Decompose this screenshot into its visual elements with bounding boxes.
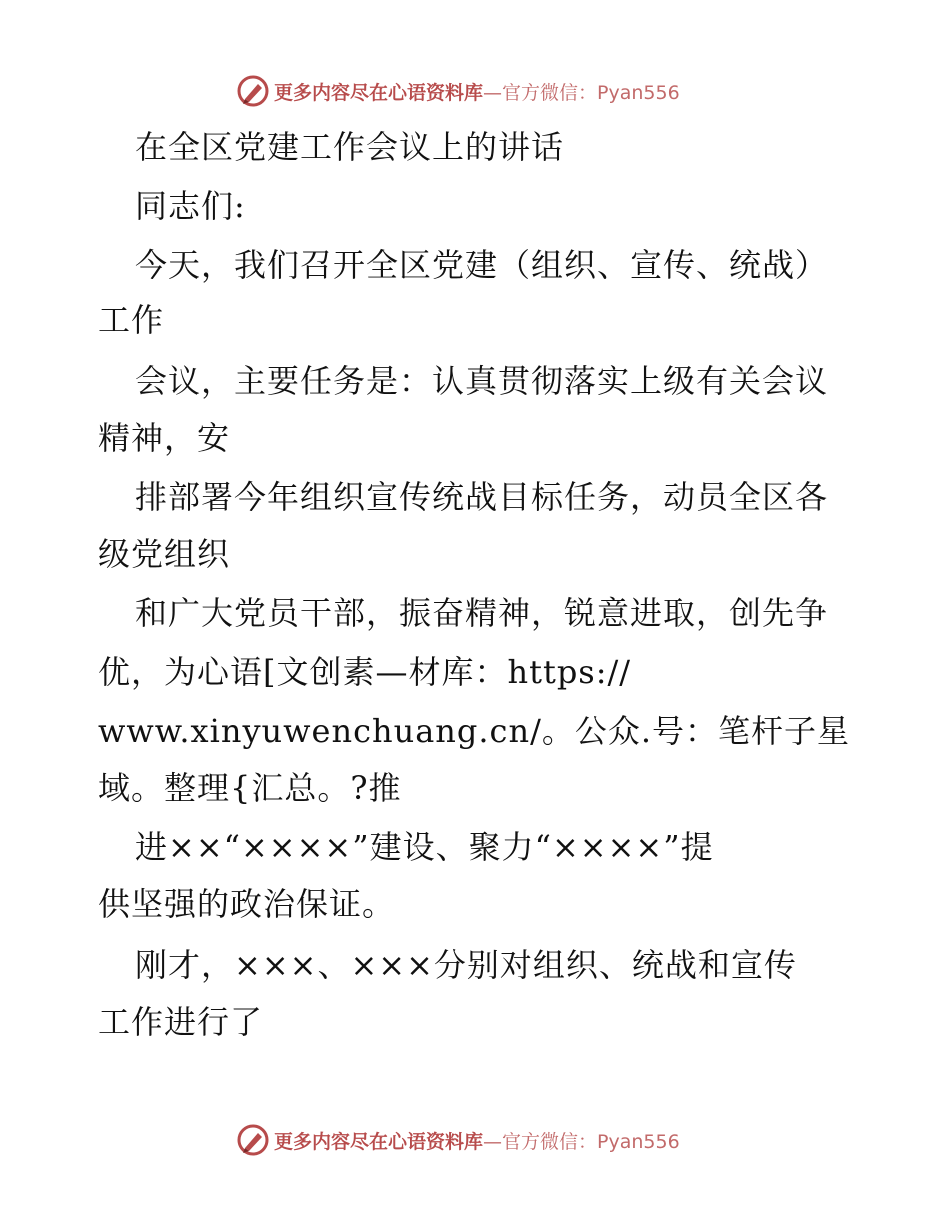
doc-line: 会议，主要任务是：认真贯彻落实上级有关会议 — [135, 362, 829, 400]
doc-line: 精神，安 — [98, 419, 231, 457]
pen-logo-icon — [236, 74, 270, 108]
header-banner — [236, 74, 680, 108]
doc-line: 供坚强的政治保证。 — [98, 885, 396, 923]
header-banner-secondary: —官方微信：Pyan556 — [483, 81, 680, 104]
doc-line: 工作 — [98, 301, 165, 339]
footer-banner-secondary: —官方微信：Pyan556 — [483, 1130, 680, 1153]
doc-title: 在全区党建工作会议上的讲话 — [135, 128, 565, 166]
doc-line: 今天，我们召开全区党建（组织、宣传、统战） — [135, 246, 829, 284]
doc-line: 工作进行了 — [98, 1003, 264, 1041]
doc-line: 刚才，×××、×××分别对组织、统战和宣传 — [135, 946, 797, 984]
header-banner-primary: 更多内容尽在心语资料库 — [274, 81, 484, 104]
doc-line: 级党组织 — [98, 535, 231, 573]
doc-line: 域。整理{汇总。?推 — [98, 769, 402, 807]
doc-line: www.xinyuwenchuang.cn/。公众.号：笔杆子星 — [98, 712, 851, 750]
doc-line: 进××“××××”建设、聚力“××××”提 — [135, 828, 714, 866]
footer-banner-primary: 更多内容尽在心语资料库 — [274, 1130, 484, 1153]
doc-line: 优，为心语[文创素—材库：https:// — [98, 653, 632, 691]
footer-banner — [236, 1123, 680, 1157]
footer-banner-text — [274, 1127, 680, 1154]
header-banner-text — [274, 78, 680, 105]
doc-line: 排部署今年组织宣传统战目标任务，动员全区各 — [135, 478, 829, 516]
pen-logo-icon — [236, 1123, 270, 1157]
doc-line: 和广大党员干部，振奋精神，锐意进取，创先争 — [135, 594, 829, 632]
doc-line: 同志们: — [135, 187, 246, 225]
